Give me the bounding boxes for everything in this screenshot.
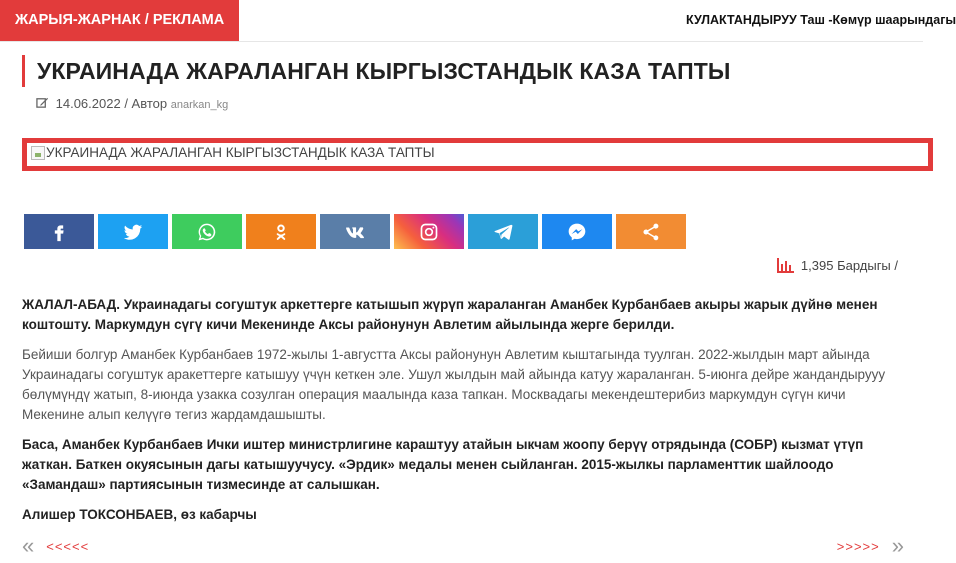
odnoklassniki-icon xyxy=(271,222,291,242)
views-count: 1,395 Бардыгы / xyxy=(800,258,898,273)
article-image-frame xyxy=(22,138,933,171)
article-lead: ЖАЛАЛ-АБАД. Украинадагы согуштук аркеттерге катышып жүрүп жараланган Аманбек Курбанбаев акыры жарык дүйнө менен коштошту. Маркумдун сүгү кичи Мекенинде Аксы районунун Авлетим айылында жерге берилди. xyxy=(22,297,878,332)
vk-icon xyxy=(345,222,365,242)
share-buttons xyxy=(24,214,686,249)
telegram-icon xyxy=(493,222,513,242)
article-paragraph: Бейиши болгур Аманбек Курбанбаев 1972-жылы 1-августта Аксы районунун Авлетим кыштагында туулган. 2022-жылдын март айында Украинадагы согуштук аракеттерге катышуу үчүн кеткен эле. Ушул жылдын май айында катуу жараланган. 5-июнга дейре жандандырууу бөлүмүндү жатып, 8-июнда узакка созулган операция маалында каза тапкан. Москвадагы мекендештерибиз маркумдун сүгүн кичи Мекенине алып келүүгө тегиз жардамдашышты. xyxy=(22,347,886,422)
previous-post-link[interactable]: <<<<< xyxy=(46,538,90,554)
broken-image-icon xyxy=(31,146,45,160)
publish-date: 14.06.2022 xyxy=(55,96,121,111)
article-meta xyxy=(36,96,228,111)
facebook-icon xyxy=(49,222,69,242)
article-image-alt: УКРАИНАДА ЖАРАЛАНГАН КЫРГЫЗСТАНДЫК КАЗА ТАПТЫ xyxy=(46,145,435,160)
bar-chart-icon xyxy=(777,258,794,273)
vk-share-button[interactable] xyxy=(320,214,390,249)
category-badge[interactable]: ЖАРЫЯ-ЖАРНАК / РЕКЛАМА xyxy=(0,0,239,41)
more-share-button[interactable] xyxy=(616,214,686,249)
next-post-link[interactable]: >>>>> xyxy=(836,538,880,554)
edit-icon xyxy=(36,96,49,109)
post-navigation xyxy=(22,533,904,558)
whatsapp-share-button[interactable] xyxy=(172,214,242,249)
twitter-share-button[interactable] xyxy=(98,214,168,249)
telegram-share-button[interactable] xyxy=(468,214,538,249)
article-image xyxy=(31,145,435,160)
whatsapp-icon xyxy=(197,222,217,242)
top-bar xyxy=(0,0,956,42)
instagram-share-button[interactable] xyxy=(394,214,464,249)
article-paragraph: Баса, Аманбек Курбанбаев Ички иштер министрлигине караштуу атайын ыкчам жоопу берүү отрядында (СОБР) кызмат үтүп жаткан. Баткен окуясынын дагы катышуучусу. «Эрдик» медалы менен сыйланган. 2015-жылкы парламенттик шайлоодо «Замандаш» партиясынын тизмесинде ат салышкан. xyxy=(22,437,864,492)
article-body xyxy=(22,295,902,535)
views-counter xyxy=(777,258,898,273)
news-ticker[interactable]: КУЛАКТАНДЫРУУ Таш -Көмүр шаарындагы xyxy=(686,13,956,27)
author-prefix: / Автор xyxy=(120,96,171,111)
share-icon xyxy=(641,222,661,242)
article-title: УКРАИНАДА ЖАРАЛАНГАН КЫРГЫЗСТАНДЫК КАЗА ТАПТЫ xyxy=(37,58,731,84)
article-signature: Алишер ТОКСОНБАЕВ, өз кабарчы xyxy=(22,507,257,522)
twitter-icon xyxy=(123,222,143,242)
facebook-share-button[interactable] xyxy=(24,214,94,249)
odnoklassniki-share-button[interactable] xyxy=(246,214,316,249)
double-right-arrow-icon: » xyxy=(891,533,904,558)
next-post[interactable] xyxy=(836,533,904,558)
messenger-icon xyxy=(567,222,587,242)
previous-post[interactable] xyxy=(22,533,90,558)
messenger-share-button[interactable] xyxy=(542,214,612,249)
double-left-arrow-icon: « xyxy=(22,533,35,558)
instagram-icon xyxy=(419,222,439,242)
author-link[interactable]: anarkan_kg xyxy=(170,99,229,111)
article-title-block xyxy=(22,55,730,87)
